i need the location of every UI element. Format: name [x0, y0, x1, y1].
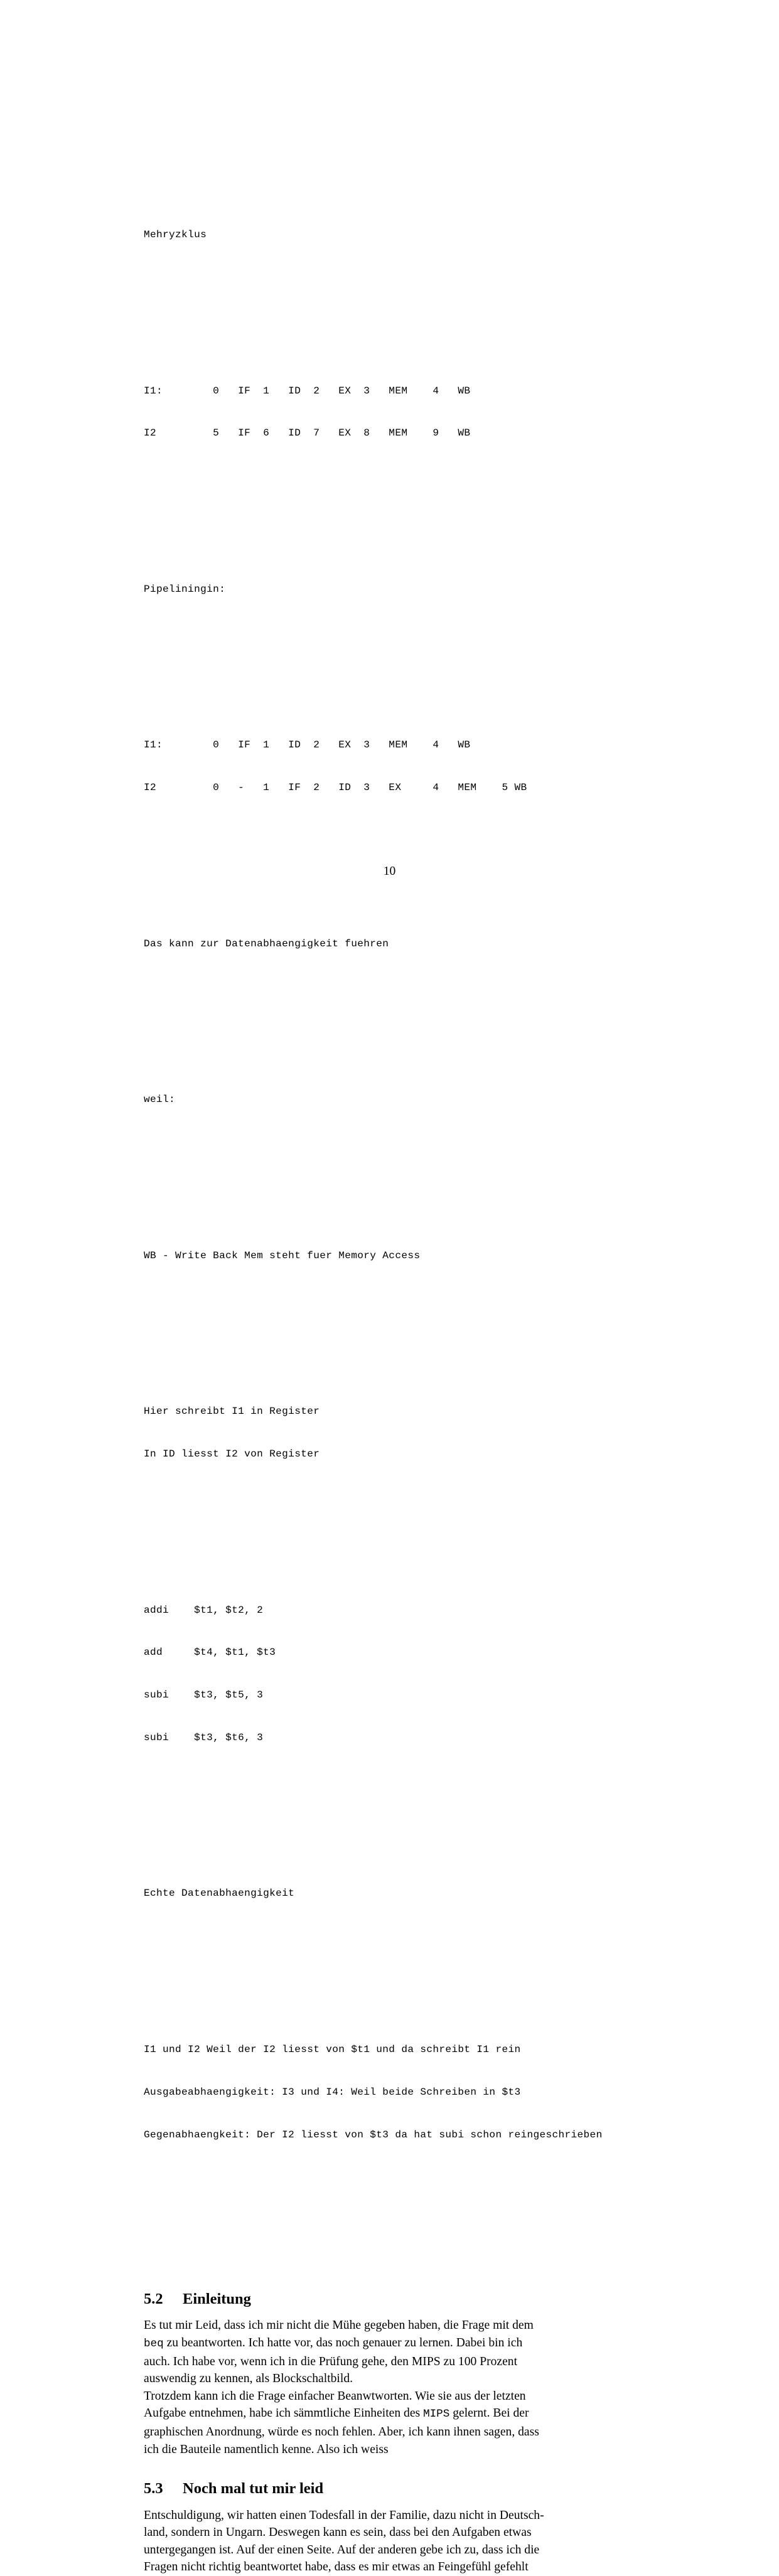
verbatim-line: Gegenabhaengkeit: Der I2 liesst von $t3 da hat subi schon reingeschrieben	[144, 2129, 603, 2140]
paragraph-line	[144, 2317, 611, 2334]
section-heading-5-3	[144, 2479, 611, 2498]
verbatim-group-pipeliningin-table	[144, 710, 611, 823]
verbatim-spacer	[144, 1320, 611, 1334]
verbatim-line: I1 und I2 Weil der I2 liesst von $t1 und da schreibt I1 rein	[144, 2043, 521, 2055]
verbatim-group-mehrzyklus-table	[144, 355, 611, 469]
line-text: Aufgabe entnehmen, habe ich sämmtliche Einheiten des	[144, 2407, 424, 2420]
paragraph-einleitung-2	[144, 2388, 611, 2458]
verbatim-line: Pipeliningin:	[144, 583, 226, 595]
verbatim-spacer	[144, 299, 611, 313]
line-text: gelernt. Bei der	[449, 2407, 529, 2420]
section-spacer	[144, 2458, 611, 2479]
paragraph-line	[144, 2353, 611, 2371]
verbatim-group-dependency-explanations	[144, 2014, 611, 2171]
line-text: untergegangen ist. Auf der einen Seite. Auf der anderen gebe ich zu, dass ich die	[144, 2543, 540, 2557]
paragraph-line	[144, 2388, 611, 2405]
paragraph-line	[144, 2524, 611, 2541]
paragraph-line	[144, 2541, 611, 2559]
assembly-instruction: addi $t1, $t2, 2	[144, 1604, 264, 1616]
line-text: auch. Ich habe vor, wenn ich in die Prüfung gehe, den MIPS zu 100 Prozent	[144, 2354, 518, 2368]
verbatim-group-pipeliningin-label	[144, 554, 611, 625]
verbatim-line: In ID liesst I2 von Register	[144, 1448, 320, 1460]
verbatim-line: I1: 0 IF 1 ID 2 EX 3 MEM 4 WB	[144, 385, 471, 397]
verbatim-line: Echte Datenabhaengigkeit	[144, 1888, 295, 1900]
verbatim-group-mehrzyklus	[144, 200, 611, 270]
verbatim-spacer	[144, 1518, 611, 1532]
assembly-instruction: add $t4, $t1, $t3	[144, 1647, 276, 1659]
section-heading-5-2	[144, 2290, 611, 2308]
verbatim-line: Mehryzklus	[144, 228, 207, 240]
paragraph-line	[144, 2424, 611, 2441]
verbatim-spacer	[144, 852, 611, 866]
section-title: Noch mal tut mir leid	[183, 2480, 324, 2498]
verbatim-line: I2 5 IF 6 ID 7 EX 8 MEM 9 WB	[144, 427, 471, 439]
section-number: 5.3	[144, 2480, 163, 2498]
verbatim-spacer	[144, 1957, 611, 1972]
paragraph-einleitung-1	[144, 2317, 611, 2387]
assembly-instruction: subi $t3, $t5, 3	[144, 1689, 264, 1701]
line-text: auswendig zu kennen, als Blockschaltbild.	[144, 2372, 353, 2386]
verbatim-line: Hier schreibt I1 in Register	[144, 1406, 320, 1418]
section-spacer	[144, 2213, 611, 2290]
line-text: land, sondern in Ungarn. Deswegen kann es sein, dass bei den Aufgaben etwas	[144, 2526, 532, 2540]
paragraph-line	[144, 2370, 611, 2388]
line-text: Trotzdem kann ich die Frage einfacher Beanwtworten. Wie sie aus der letzten	[144, 2389, 526, 2403]
verbatim-group-weil-label	[144, 1064, 611, 1135]
verbatim-spacer	[144, 1163, 611, 1178]
verbatim-spacer	[144, 653, 611, 668]
verbatim-group-datenabhaengigkeit-note	[144, 908, 611, 979]
paragraph-line	[144, 2507, 611, 2525]
verbatim-line: Ausgabeabhaengigkeit: I3 und I4: Weil beide Schreiben in $t3	[144, 2086, 521, 2098]
paragraph-line	[144, 2441, 611, 2459]
inline-code-beq: beq	[144, 2338, 164, 2351]
line-text: Es tut mir Leid, dass ich mir nicht die Mühe gegeben haben, die Frage mit dem	[144, 2319, 534, 2333]
heading-paragraph-spacer	[144, 2308, 611, 2317]
verbatim-group-wb-definition	[144, 1221, 611, 1291]
verbatim-line: I2 0 - 1 IF 2 ID 3 EX 4 MEM 5 WB	[144, 782, 527, 794]
inline-code-mips: MIPS	[423, 2408, 450, 2421]
paragraph-line	[144, 2558, 611, 2576]
verbatim-line: Das kann zur Datenabhaengigkeit fuehren	[144, 938, 389, 949]
assembly-instruction: subi $t3, $t6, 3	[144, 1731, 264, 1743]
heading-paragraph-spacer	[144, 2498, 611, 2507]
section-title: Einleitung	[183, 2290, 251, 2308]
paragraph-line	[144, 2405, 611, 2424]
verbatim-group-echte-datenabhaengigkeit-label	[144, 1858, 611, 1929]
verbatim-spacer	[144, 1008, 611, 1022]
verbatim-line: I1: 0 IF 1 ID 2 EX 3 MEM 4 WB	[144, 739, 471, 751]
verbatim-group-assembly-listing	[144, 1574, 611, 1773]
paragraph-noch-mal-tut-mir-leid-1	[144, 2507, 611, 2576]
line-text: Entschuldigung, wir hatten einen Todesfall in der Familie, dazu nicht in Deutsch-	[144, 2508, 544, 2522]
verbatim-spacer	[144, 497, 611, 511]
verbatim-block	[144, 157, 611, 2213]
verbatim-spacer	[144, 1802, 611, 1816]
section-number: 5.2	[144, 2290, 163, 2308]
line-text: Fragen nicht richtig beantwortet habe, dass es mir etwas an Feingefühl gefehlt	[144, 2560, 529, 2574]
verbatim-line: weil:	[144, 1094, 176, 1106]
line-text: zu beantworten. Ich hatte vor, das noch genauer zu lernen. Dabei bin ich	[163, 2336, 523, 2350]
verbatim-group-register-notes	[144, 1376, 611, 1490]
verbatim-line: WB - Write Back Mem steht fuer Memory Access	[144, 1249, 421, 1261]
line-text: ich die Bauteile namentlich kenne. Also ich weiss	[144, 2442, 389, 2456]
paragraph-line	[144, 2334, 611, 2353]
page-number: 10	[383, 865, 396, 878]
page-content	[144, 157, 611, 2576]
line-text: graphischen Anordnung, würde es noch fehlen. Aber, ich kann ihnen sagen, dass	[144, 2425, 539, 2439]
